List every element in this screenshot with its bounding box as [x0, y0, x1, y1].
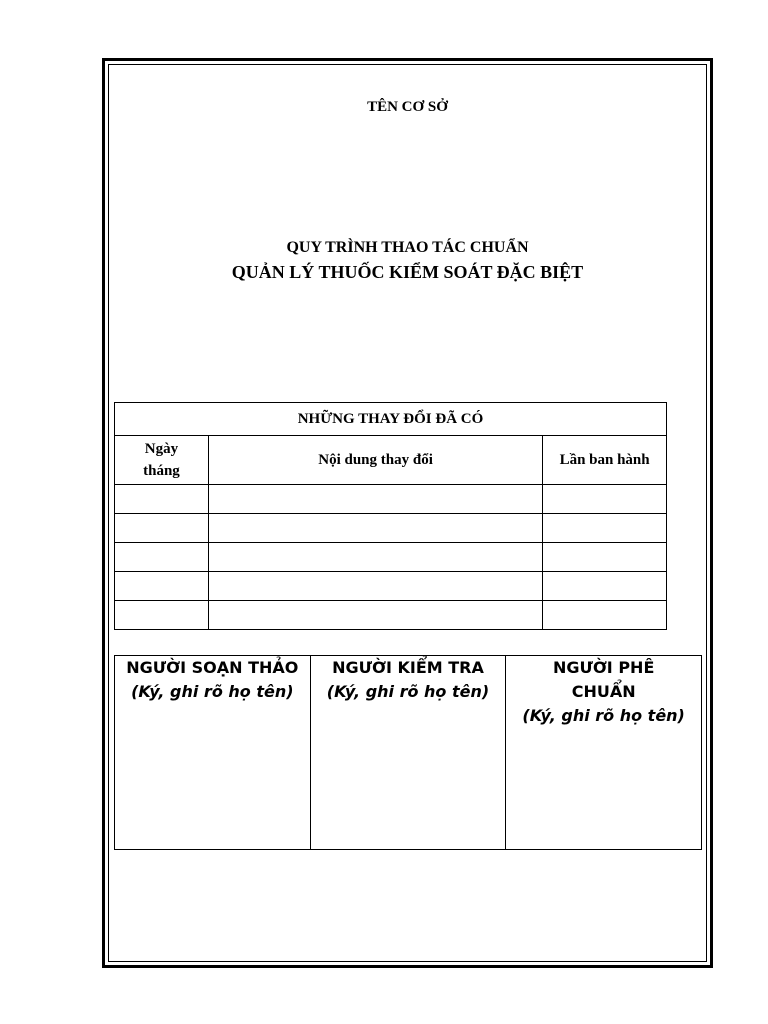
signature-role: NGƯỜI PHÊ CHUẨN [552, 658, 655, 701]
table-cell [543, 572, 667, 601]
table-row [115, 572, 667, 601]
signature-note: (Ký, ghi rõ họ tên) [131, 682, 294, 701]
table-cell [208, 601, 542, 630]
org-name: TÊN CƠ SỞ [367, 99, 448, 115]
table-cell [543, 485, 667, 514]
table-cell [543, 543, 667, 572]
table-cell [208, 485, 542, 514]
table-cell [115, 514, 209, 543]
signature-note: (Ký, ghi rõ họ tên) [326, 682, 490, 701]
changes-table [114, 402, 667, 630]
signature-table [114, 655, 702, 850]
table-cell [543, 601, 667, 630]
changes-table-title: NHỮNG THAY ĐỔI ĐÃ CÓ [115, 403, 667, 436]
signature-cell-author [115, 656, 311, 850]
table-row [115, 485, 667, 514]
table-cell [208, 543, 542, 572]
table-row [115, 601, 667, 630]
signature-note: (Ký, ghi rõ họ tên) [522, 706, 685, 725]
doc-title: QUẢN LÝ THUỐC KIỂM SOÁT ĐẶC BIỆT [231, 262, 584, 282]
column-header-issue: Lần ban hành [543, 436, 667, 485]
column-header-date: Ngày tháng [115, 436, 209, 485]
doc-type: QUY TRÌNH THAO TÁC CHUẨN [286, 239, 529, 256]
table-cell [208, 514, 542, 543]
signature-cell-approver [506, 656, 702, 850]
table-row [115, 514, 667, 543]
table-cell [543, 514, 667, 543]
table-cell [208, 572, 542, 601]
table-cell [115, 572, 209, 601]
table-row [115, 543, 667, 572]
table-cell [115, 543, 209, 572]
table-cell [115, 485, 209, 514]
signature-role: NGƯỜI KIỂM TRA [332, 658, 484, 677]
signature-cell-reviewer [310, 656, 506, 850]
signature-role: NGƯỜI SOẠN THẢO [126, 658, 299, 677]
table-cell [115, 601, 209, 630]
column-header-content: Nội dung thay đổi [208, 436, 542, 485]
